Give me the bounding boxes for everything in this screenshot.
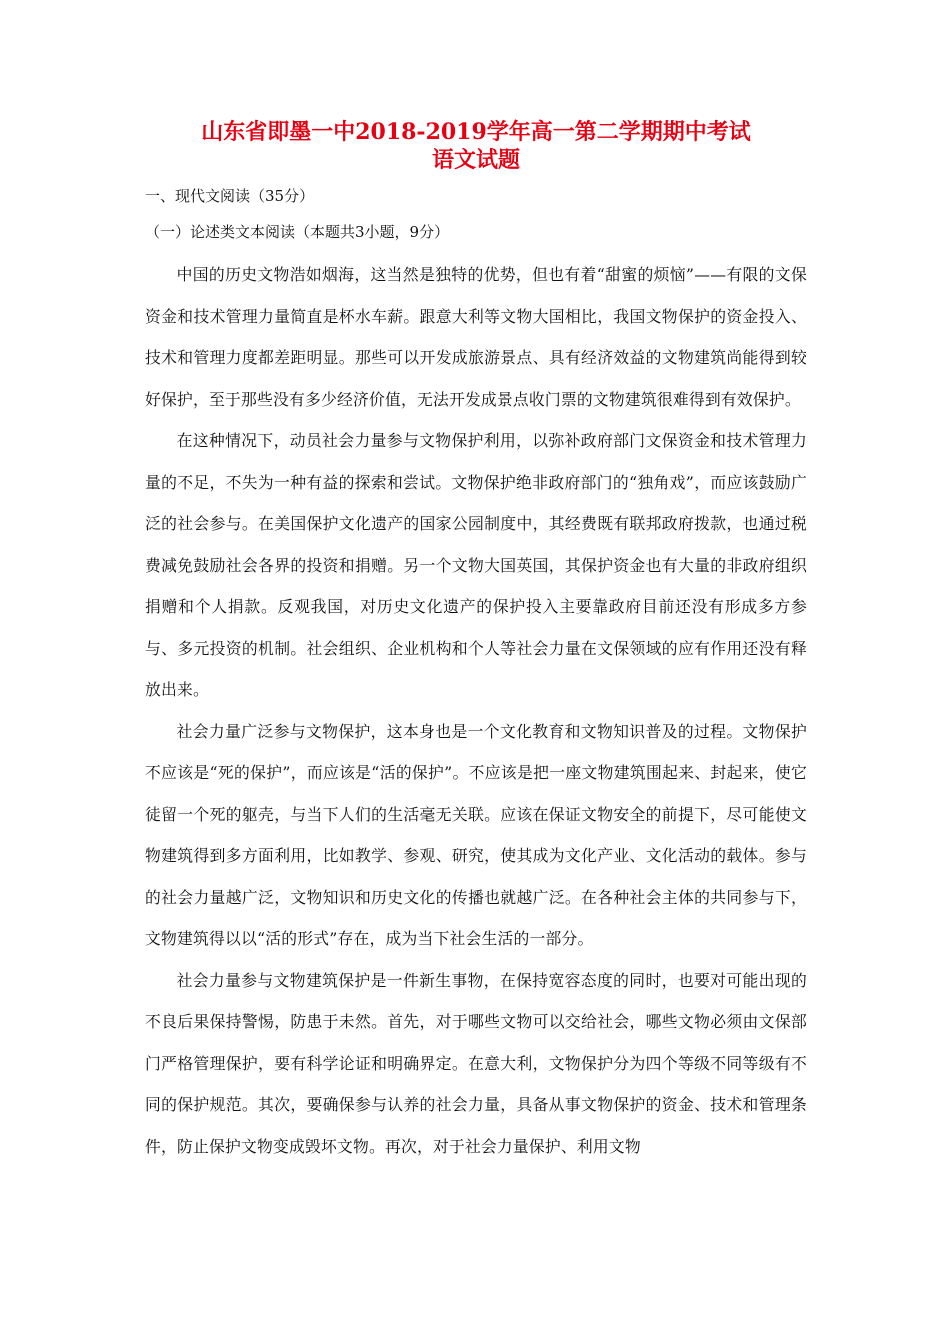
sub-section-heading: （一）论述类文本阅读（本题共3小题，9分） [145,223,450,241]
exam-page [145,118,807,1167]
paragraph-1: 中国的历史文物浩如烟海，这当然是独特的优势，但也有着“甜蜜的烦恼”——有限的文保资金和技术管理力量简直是杯水车薪。跟意大利等文物大国相比，我国文物保护的资金投入、技术和管理力度都差距明显。那些可以开发成旅游景点、具有经济效益的文物建筑尚能得到较好保护，至于那些没有多少经济价值，无法开发成景点收门票的文物建筑很难得到有效保护。 [145,265,807,409]
section-heading: 一、现代文阅读（35分） [145,187,315,205]
exam-title: 山东省即墨一中2018-2019学年高一第二学期期中考试 [201,119,751,145]
paragraph-3: 社会力量广泛参与文物保护，这本身也是一个文化教育和文物知识普及的过程。文物保护不应该是“死的保护”，而应该是“活的保护”。不应该是把一座文物建筑围起来、封起来，使它徒留一个死的躯壳，与当下人们的生活毫无关联。应该在保证文物安全的前提下，尽可能使文物建筑得到多方面利用，比如教学、参观、研究，使其成为文化产业、文化活动的载体。参与的社会力量越广泛，文物知识和历史文化的传播也就越广泛。在各种社会主体的共同参与下，文物建筑得以以“活的形式”存在，成为当下社会生活的一部分。 [145,721,807,948]
exam-subject-title: 语文试题 [431,147,520,173]
paragraph-4: 社会力量参与文物建筑保护是一件新生事物，在保持宽容态度的同时，也要对可能出现的不良后果保持警惕，防患于未然。首先，对于哪些文物可以交给社会，哪些文物必须由文保部门严格管理保护，要有科学论证和明确界定。在意大利，文物保护分为四个等级不同等级有不同的保护规范。其次，要确保参与认养的社会力量，具备从事文物保护的资金、技术和管理条件，防止保护文物变成毁坏文物。再次，对于社会力量保护、利用文物 [145,970,807,1156]
paragraph-2: 在这种情况下，动员社会力量参与文物保护利用，以弥补政府部门文保资金和技术管理力量的不足，不失为一种有益的探索和尝试。文物保护绝非政府部门的“独角戏”，而应该鼓励广泛的社会参与。在美国保护文化遗产的国家公园制度中，其经费既有联邦政府拨款，也通过税费减免鼓励社会各界的投资和捐赠。另一个文物大国英国，其保护资金也有大量的非政府组织捐赠和个人捐款。反观我国，对历史文化遗产的保护投入主要靠政府目前还没有形成多方参与、多元投资的机制。社会组织、企业机构和个人等社会力量在文保领域的应有作用还没有释放出来。 [145,431,807,699]
